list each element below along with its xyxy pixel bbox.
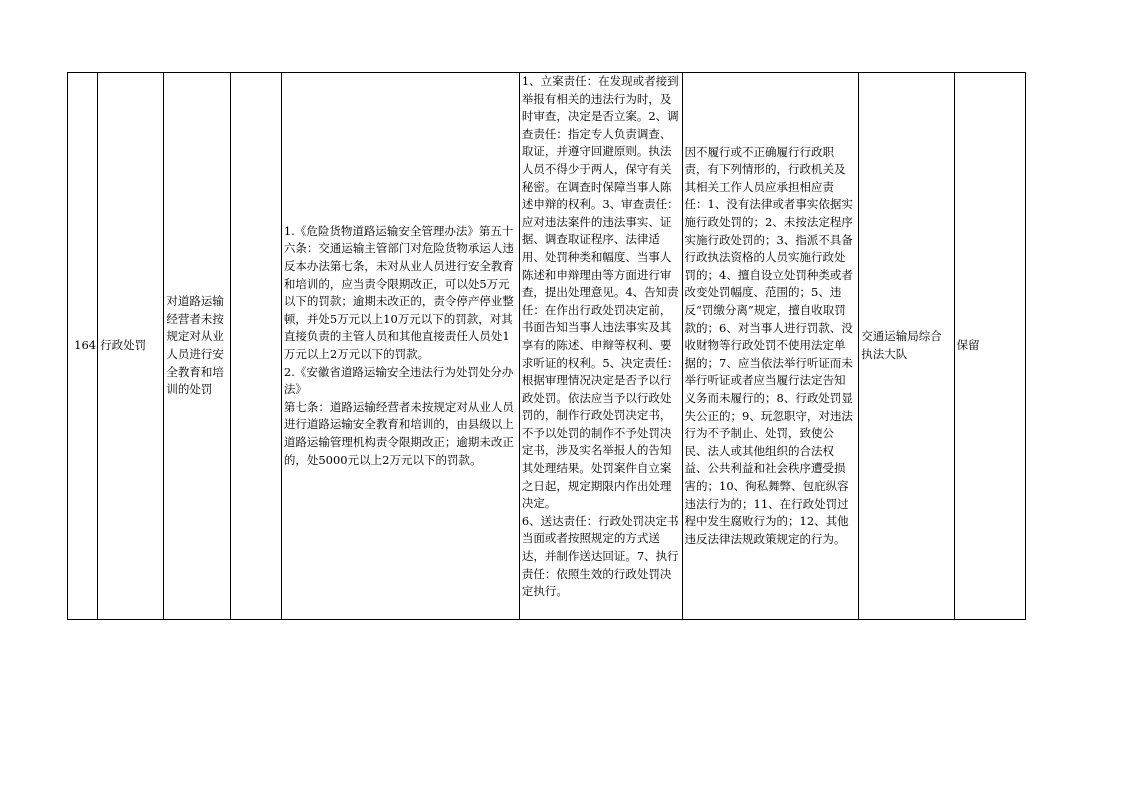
item-name-text: 对道路运输经营者未按规定对从业人员进行安全教育和培训的处罚 xyxy=(166,294,224,397)
department-cell xyxy=(859,73,954,620)
category-text: 行政处罚 xyxy=(100,338,147,353)
responsibility-cell xyxy=(519,73,682,620)
table-row xyxy=(68,73,1026,620)
accountability-cell xyxy=(682,73,859,620)
sub-item-cell xyxy=(230,73,281,620)
serial-number: 164 xyxy=(74,338,97,353)
accountability-text: 因不履行或不正确履行行政职责，有下列情形的，行政机关及其相关工作人员应承担相应责任：1、没有法律或者事实依据实施行政处罚的；2、未按法定程序实施行政处罚的；3、指派不具备行政执法资格的人员实施行政处罚的；4、擅自设立处罚种类或者改变处罚幅度、范围的；5、违反“罚缴分离”规定，擅自收取罚款的；6、对当事人进行罚款、没收财物等行政处罚不使用法定单据的；7、应当依法举行听证而未举行听证或者应当履行法定告知义务而未履行的；8、行政处罚显失公正的；9、玩忽职守，对违法行为不予制止、处罚，致使公民、法人或其他组织的合法权益、公共利益和社会秩序遭受损害的；10、徇私舞弊、包庇纵容违法行为的；11、在行政处罚过程中发生腐败行为的；12、其他违反法律法规政策规定的行为。 xyxy=(684,144,853,546)
serial-number-cell xyxy=(68,73,98,620)
legal-basis-text: 1.《危险货物道路运输安全管理办法》第五十六条：交通运输主管部门对危险货物承运人违反本办法第七条，未对从业人员进行安全教育和培训的，应当责令限期改正，可以处5万元以下的罚款；逾期未改正的，责令停产停业整顿，并处5万元以上10万元以下的罚款，对其直接负责的主管人员和其他直接责任人员处1万元以上2万元以下的罚款。 2.《安徽省道路运输安全违法行为处罚处分办法》 第七条：道路运输经营者未按规定对从业人员进行道路运输安全教育和培训的，由县级以上道路运输管理机构责令限期改正；逾期未改正的，处5000元以上2万元以下的罚款。 xyxy=(283,223,514,467)
legal-basis-cell xyxy=(281,73,519,620)
department-text: 交通运输局综合执法大队 xyxy=(861,329,942,361)
remark-text: 保留 xyxy=(956,338,980,353)
responsibility-text: 1、立案责任：在发现或者接到举报有相关的违法行为时，及时审查，决定是否立案。2、调查责任：指定专人负责调查、取证，并遵守回避原则。执法人员不得少于两人，保守有关秘密。在调查时保障当事人陈述申辩的权利。3、审查责任：应对违法案件的违法事实、证据、调查取证程序、法律适用、处罚种类和幅度、当事人陈述和申辩理由等方面进行审查，提出处理意见。4、告知责任：在作出行政处罚决定前，书面告知当事人违法事实及其享有的陈述、申辩等权利、要求听证的权利。5、决定责任：根据审理情况决定是否予以行政处罚。依法应当予以行政处罚的，制作行政处罚决定书，不予以处罚的制作不予处罚决定书，涉及实名举报人的告知其处理结果。处罚案件自立案之日起，规定期限内作出处理决定。 6、送达责任：行政处罚决定书当面或者按照规定的方式送达，并制作送达回证。7、执行责任：依照生效的行政处罚决定执行。 xyxy=(521,74,679,599)
item-name-cell xyxy=(164,73,230,620)
power-list-table xyxy=(67,72,1026,620)
category-cell xyxy=(98,73,164,620)
responsibility-clip xyxy=(522,73,680,619)
remark-cell xyxy=(954,73,1025,620)
